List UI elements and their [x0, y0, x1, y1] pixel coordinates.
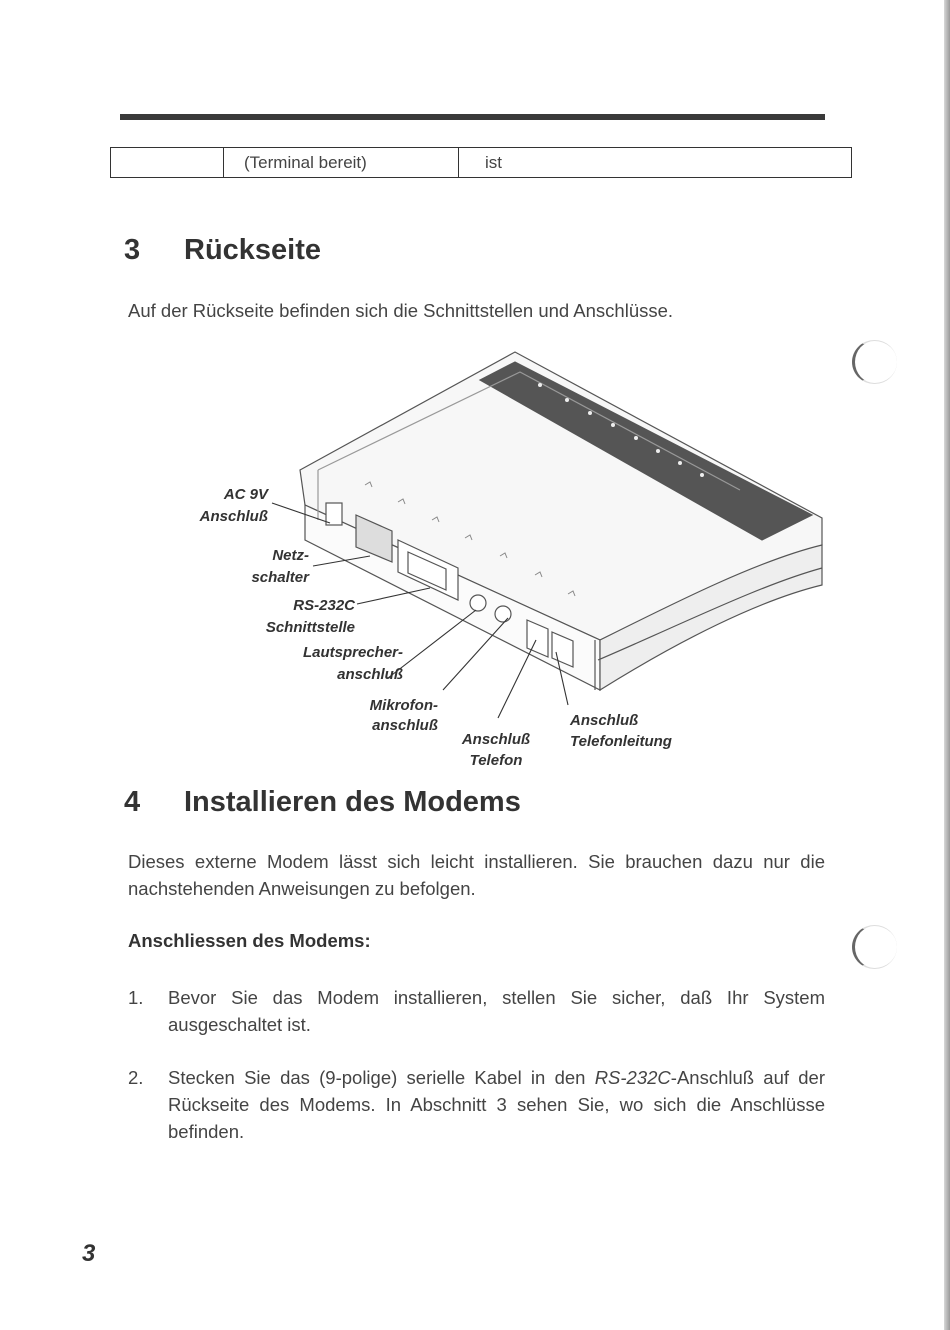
subheading: Anschliessen des Modems: — [128, 930, 371, 951]
section-number: 3 — [124, 234, 141, 266]
label-lautsprecher: Lautsprecher- — [302, 644, 403, 661]
section-4-heading — [124, 786, 521, 819]
list-number: 1. — [128, 987, 144, 1008]
rs232c-emphasis: RS-232C — [594, 1067, 671, 1088]
list-text-part: -Anschluß auf der Rückseite des Modems. In Abschnitt 3 sehen Sie, wo sich die Anschlüsse befinden. — [168, 1067, 825, 1142]
label-telefon: Anschluß — [461, 731, 531, 748]
label-rs232c: RS-232C — [293, 597, 355, 614]
label-telefonleitung: Anschluß — [570, 712, 639, 729]
section-number: 4 — [124, 786, 141, 818]
list-item — [128, 1064, 825, 1145]
page-number: 3 — [82, 1240, 96, 1267]
section-4-intro: Dieses externe Modem lässt sich leicht installieren. Sie brauchen dazu nur die nachstehenden Anweisungen zu befolgen. — [128, 851, 825, 899]
label-telefonleitung: Telefonleitung — [570, 733, 672, 750]
section-3-intro: Auf der Rückseite befinden sich die Schnittstellen und Anschlüsse. — [128, 300, 674, 321]
list-text-part: Stecken Sie das (9-polige) serielle Kabel in den — [168, 1067, 595, 1088]
label-lautsprecher: anschluß — [337, 666, 403, 683]
table-cell: ist — [485, 153, 502, 172]
label-mikrofon: Mikrofon- — [369, 697, 438, 714]
list-text: Bevor Sie das Modem installieren, stellen Sie sicher, daß Ihr System ausgeschaltet ist. — [168, 987, 825, 1035]
label-rs232c: Schnittstelle — [265, 619, 355, 636]
list-text — [168, 1064, 825, 1145]
label-netzschalter: Netz- — [272, 547, 309, 564]
list-item — [128, 984, 825, 1038]
section-title: Rückseite — [184, 234, 322, 266]
label-telefon: Telefon — [469, 752, 523, 769]
label-netzschalter: schalter — [251, 569, 309, 586]
list-number: 2. — [128, 1067, 144, 1088]
label-mikrofon: anschluß — [372, 717, 438, 734]
section-title: Installieren des Modems — [184, 786, 521, 818]
table-cell: (Terminal bereit) — [224, 148, 459, 177]
label-ac9v: Anschluß — [199, 508, 268, 525]
label-ac9v: AC 9V — [223, 486, 268, 503]
